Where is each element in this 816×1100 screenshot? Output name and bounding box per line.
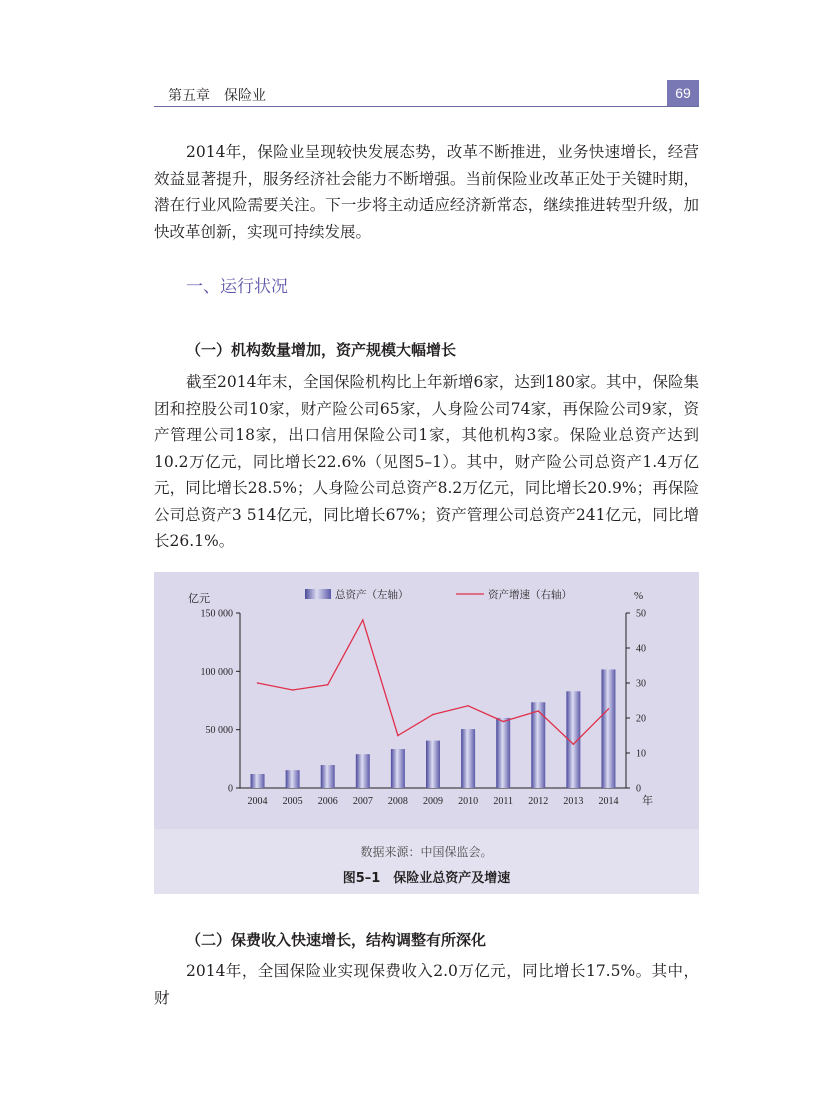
left-axis-unit: 亿元 xyxy=(188,593,210,605)
legend-line-label: 资产增速（右轴） xyxy=(488,589,572,601)
figure-caption xyxy=(154,835,699,886)
bar-total-assets-2009 xyxy=(426,741,440,788)
point-asset-growth-2014 xyxy=(608,708,610,710)
x-axis-tick-label: 2006 xyxy=(317,796,338,807)
x-axis-tick-label: 2009 xyxy=(423,796,443,807)
point-asset-growth-2009 xyxy=(432,714,434,716)
running-header xyxy=(154,80,699,107)
bar-total-assets-2006 xyxy=(321,765,335,788)
point-asset-growth-2013 xyxy=(573,743,575,745)
right-axis-unit: % xyxy=(634,590,644,602)
point-asset-growth-2007 xyxy=(362,619,364,621)
right-axis-tick-label: 20 xyxy=(636,713,646,725)
bar-total-assets-2011 xyxy=(496,718,510,788)
point-asset-growth-2006 xyxy=(327,684,329,686)
figure-5-1 xyxy=(154,572,699,894)
subsection-1-title: （一）机构数量增加，资产规模大幅增长 xyxy=(186,341,457,359)
legend-bar-swatch xyxy=(305,589,331,599)
x-axis-tick-label: 2013 xyxy=(563,796,584,807)
point-asset-growth-2004 xyxy=(257,682,259,684)
left-axis-tick-label: 100 000 xyxy=(200,666,233,678)
bar-total-assets-2005 xyxy=(286,770,300,788)
point-asset-growth-2011 xyxy=(502,721,504,723)
right-axis-tick-label: 30 xyxy=(636,678,646,690)
subsection-2-title: （二）保费收入快速增长，结构调整有所深化 xyxy=(186,931,487,949)
x-axis-unit: 年 xyxy=(642,795,653,807)
page-number: 69 xyxy=(667,80,699,106)
x-axis-tick-label: 2005 xyxy=(282,796,303,807)
right-axis-tick-label: 40 xyxy=(636,643,646,655)
left-axis-tick-label: 150 000 xyxy=(200,608,233,620)
subsection-1-paragraph: 截至2014年末，全国保险机构比上年新增6家，达到180家。其中，保险集团和控股公司10家，财产险公司65家，人身险公司74家，再保险公司9家，资产管理公司18家，出口信用保险公司1家，其他机构3家。保险业总资产达到10.2万亿元，同比增长22.6%（见图5–1）。其中，财产险公司总资产1.4万亿元，同比增长28.5%；人身险公司总资产8.2万亿元，同比增长20.9%；再保险公司总资产3 514亿元，同比增长67%；资产管理公司总资产241亿元，同比增长26.1%。 xyxy=(154,373,699,550)
figure-source: 数据来源：中国保监会。 xyxy=(360,845,493,859)
x-axis-tick-label: 2007 xyxy=(352,796,373,807)
bar-total-assets-2004 xyxy=(251,774,265,788)
bar-total-assets-2010 xyxy=(461,729,475,788)
line-asset-growth xyxy=(258,620,609,744)
subsection-2-paragraph: 2014年，全国保险业实现保费收入2.0万亿元，同比增长17.5%。其中，财 xyxy=(154,962,699,1007)
chart-area xyxy=(154,572,699,829)
bar-total-assets-2008 xyxy=(391,749,405,788)
right-axis-tick-label: 10 xyxy=(636,748,646,760)
legend-bar-label: 总资产（左轴） xyxy=(335,589,409,601)
intro-paragraph: 2014年，保险业呈现较快发展态势，改革不断推进，业务快速增长，经营效益显著提升，服务经济社会能力不断增强。当前保险业改革正处于关键时期，潜在行业风险需要关注。下一步将主动适应经济新常态，继续推进转型升级，加快改革创新，实现可持续发展。 xyxy=(154,143,699,241)
x-axis-tick-label: 2010 xyxy=(458,796,479,807)
section-title: 一、运行状况 xyxy=(186,277,288,297)
point-asset-growth-2005 xyxy=(292,689,294,691)
left-axis-tick-label: 0 xyxy=(228,783,233,795)
bar-total-assets-2007 xyxy=(356,754,370,788)
x-axis-tick-label: 2011 xyxy=(493,796,514,807)
point-asset-growth-2010 xyxy=(467,705,469,707)
point-asset-growth-2008 xyxy=(397,735,399,737)
x-axis-tick-label: 2012 xyxy=(528,796,549,807)
x-axis-tick-label: 2004 xyxy=(247,796,268,807)
x-axis-tick-label: 2008 xyxy=(387,796,408,807)
right-axis-tick-label: 0 xyxy=(636,783,641,795)
figure-title: 图5–1 保险业总资产及增速 xyxy=(342,871,511,886)
left-axis-tick-label: 50 000 xyxy=(205,725,233,737)
x-axis-tick-label: 2014 xyxy=(598,796,619,807)
chapter-title: 第五章 保险业 xyxy=(168,88,266,104)
right-axis-tick-label: 50 xyxy=(636,608,646,620)
point-asset-growth-2012 xyxy=(537,710,539,712)
bar-total-assets-2014 xyxy=(601,669,615,788)
chart-svg xyxy=(154,572,699,829)
